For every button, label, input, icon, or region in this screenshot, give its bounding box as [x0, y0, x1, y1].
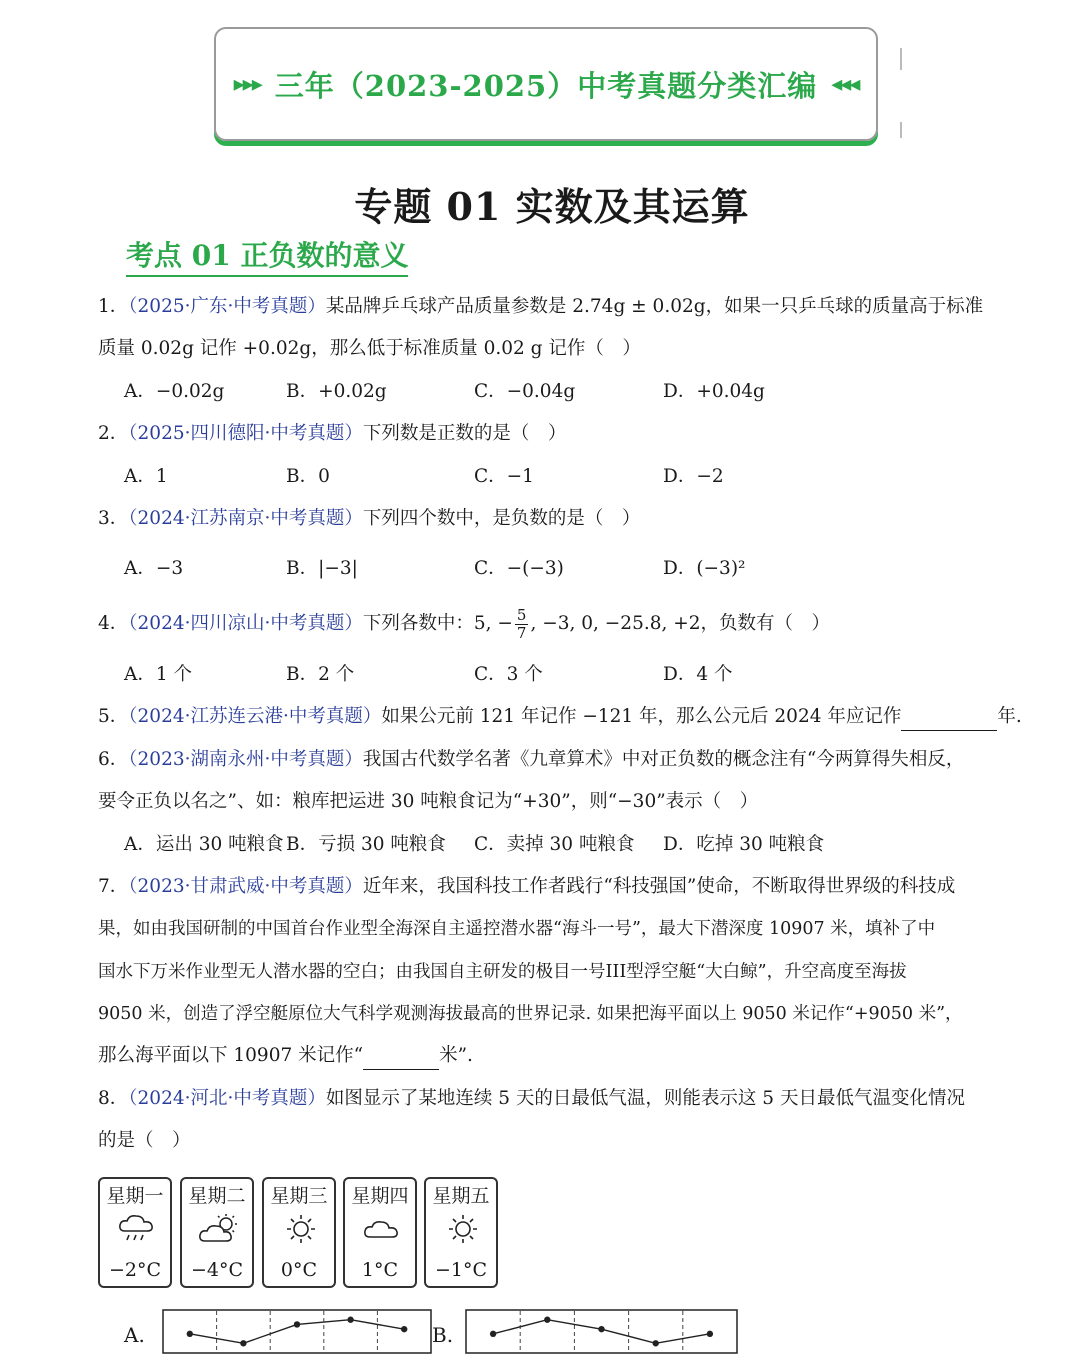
question-text: 如图显示了某地连续 5 天的日最低气温，则能表示这 5 天日最低气温变化情况 — [325, 1088, 965, 1109]
weather-day: 星期五 — [432, 1185, 490, 1207]
answer-blank — [363, 1043, 439, 1070]
option-a-line-chart — [162, 1309, 432, 1354]
question-text: 下列四个数中，是负数的是（ ） — [362, 508, 641, 529]
left-arrows-icon: ◂◂◂ — [831, 71, 859, 97]
chart-point — [707, 1331, 713, 1337]
option-c: C．−1 — [474, 466, 534, 487]
question-source: （2023·湖南永州·中考真题） — [128, 749, 363, 770]
weather-card-wednesday — [262, 1177, 336, 1288]
option-b: B．0 — [286, 466, 330, 487]
option-a: A．−0.02g — [124, 381, 225, 402]
question-text: 果，如由我国研制的中国首台作业型全海深自主遥控潜水器“海斗一号”，最大下潜深度 10907 米，填补了中 — [98, 919, 936, 939]
banner-title: 三年（2023-2025）中考真题分类汇编 — [274, 68, 818, 103]
option-a: A．运出 30 吨粮食 — [124, 834, 284, 855]
question-5-line-1 — [98, 704, 1022, 731]
weather-day: 星期三 — [270, 1185, 328, 1207]
option-d: D．4 个 — [663, 664, 733, 685]
option-b: B．|−3| — [286, 558, 358, 579]
cloud-icon — [362, 1213, 402, 1245]
question-text: 米”. — [439, 1045, 473, 1066]
sun-icon — [281, 1213, 321, 1245]
option-a: A．−3 — [124, 558, 184, 579]
question-number: 2． — [98, 423, 129, 444]
weather-temp: −4°C — [190, 1259, 244, 1281]
chart-point — [294, 1321, 300, 1327]
question-number: 1． — [98, 296, 129, 317]
option-b: B．+0.02g — [286, 381, 387, 402]
question-text: , −3, 0, −25.8, +2，负数有（ ） — [530, 613, 831, 634]
question-source: （2024·四川凉山·中考真题） — [128, 613, 363, 634]
sun-icon — [443, 1213, 483, 1245]
question-source: （2023·甘肃武威·中考真题） — [128, 876, 363, 897]
option-d: D．+0.04g — [663, 381, 765, 402]
weather-temp: −2°C — [108, 1259, 162, 1281]
section-title: 考点 01 正负数的意义 — [126, 238, 408, 277]
chart-point — [544, 1317, 550, 1323]
question-7-line-5 — [98, 1043, 473, 1070]
question-6-line-1 — [98, 747, 964, 773]
weather-day: 星期二 — [188, 1185, 246, 1207]
question-text: 要令正负以名之”、如：粮库把运进 30 吨粮食记为“+30”，则“−30”表示（ ） — [98, 791, 759, 812]
question-4-line-1 — [98, 602, 830, 646]
question-number: 3． — [98, 508, 129, 529]
question-source: （2024·河北·中考真题） — [128, 1088, 326, 1109]
option-b: B．亏损 30 吨粮食 — [286, 834, 446, 855]
question-2-line-1 — [98, 421, 566, 447]
fraction-denominator: 7 — [516, 623, 527, 642]
question-text: 近年来，我国科技工作者践行“科技强国”使命，不断取得世界级的科技成 — [362, 876, 956, 897]
weather-temp: −1°C — [434, 1259, 488, 1281]
question-text: 国水下万米作业型无人潜水器的空白；由我国自主研发的极目一号III型浮空艇“大白鲸”，升空高度至海拔 — [98, 962, 907, 982]
question-text: 的是（ ） — [98, 1130, 191, 1151]
weather-card-friday — [424, 1177, 498, 1288]
chart-point — [240, 1340, 246, 1346]
chart-point — [347, 1317, 353, 1323]
option-a: A．1 个 — [124, 664, 193, 685]
question-source: （2025·广东·中考真题） — [128, 296, 326, 317]
header-banner — [214, 27, 878, 141]
question-text: 如果公元前 121 年记作 −121 年，那么公元后 2024 年应记作 — [381, 706, 902, 727]
question-source: （2025·四川德阳·中考真题） — [128, 423, 363, 444]
option-d: D．(−3)² — [663, 558, 746, 579]
option-b-label: B. — [432, 1323, 454, 1347]
question-text: 年. — [997, 706, 1022, 727]
question-8-line-1 — [98, 1086, 965, 1112]
topic-title: 专题 01 实数及其运算 — [354, 184, 750, 229]
question-text: 下列各数中：5, − — [362, 613, 513, 634]
question-text: 我国古代数学名著《九章算术》中对正负数的概念注有“今两算得失相反， — [362, 749, 965, 770]
question-number: 5． — [98, 706, 129, 727]
weather-card-thursday — [343, 1177, 417, 1288]
option-b: B．2 个 — [286, 664, 355, 685]
weather-day: 星期四 — [351, 1185, 409, 1207]
option-c: C．卖掉 30 吨粮食 — [474, 834, 635, 855]
question-text: 质量 0.02g 记作 +0.02g，那么低于标准质量 0.02 g 记作（ ） — [98, 338, 641, 359]
chart-point — [598, 1326, 604, 1332]
chart-point — [490, 1331, 496, 1337]
fraction-numerator: 5 — [516, 605, 527, 624]
chart-point — [653, 1340, 659, 1346]
weather-temp: 1°C — [361, 1259, 399, 1281]
page-edge-mark — [900, 122, 902, 138]
question-1-line-1 — [98, 294, 983, 320]
option-b-line-chart — [465, 1309, 738, 1354]
option-a-label: A. — [124, 1323, 145, 1347]
option-c: C．−(−3) — [474, 558, 564, 579]
option-d: D．吃掉 30 吨粮食 — [663, 834, 825, 855]
option-d: D．−2 — [663, 466, 724, 487]
question-3-line-1 — [98, 506, 640, 532]
question-number: 7． — [98, 876, 129, 897]
weather-day: 星期一 — [106, 1185, 164, 1207]
question-text: 下列数是正数的是（ ） — [362, 423, 567, 444]
question-source: （2024·江苏南京·中考真题） — [128, 508, 363, 529]
question-source: （2024·江苏连云港·中考真题） — [128, 706, 382, 727]
page-edge-mark — [900, 48, 902, 70]
question-text: 某品牌乒乓球产品质量参数是 2.74g ± 0.02g，如果一只乒乓球的质量高于标准 — [325, 296, 984, 317]
option-c: C．−0.04g — [474, 381, 576, 402]
answer-blank — [901, 704, 997, 731]
rain-cloud-icon — [117, 1213, 157, 1245]
question-number: 8． — [98, 1088, 129, 1109]
option-a: A．1 — [124, 466, 168, 487]
question-number: 4． — [98, 613, 129, 634]
chart-point — [187, 1331, 193, 1337]
option-c: C．3 个 — [474, 664, 543, 685]
question-number: 6． — [98, 749, 129, 770]
question-text: 那么海平面以下 10907 米记作“ — [98, 1045, 364, 1066]
weather-card-tuesday — [180, 1177, 254, 1288]
chart-frame — [163, 1310, 431, 1353]
question-7-line-1 — [98, 874, 955, 900]
fraction — [515, 607, 529, 642]
weather-card-monday — [98, 1177, 172, 1288]
right-arrows-icon: ▸▸▸ — [233, 71, 261, 97]
partly-cloudy-icon — [199, 1213, 239, 1245]
weather-temp: 0°C — [280, 1259, 318, 1281]
chart-point — [401, 1326, 407, 1332]
question-text: 9050 米，创造了浮空艇原位大气科学观测海拔最高的世界记录. 如果把海平面以上 9050 米记作“+9050 米”， — [98, 1004, 963, 1024]
